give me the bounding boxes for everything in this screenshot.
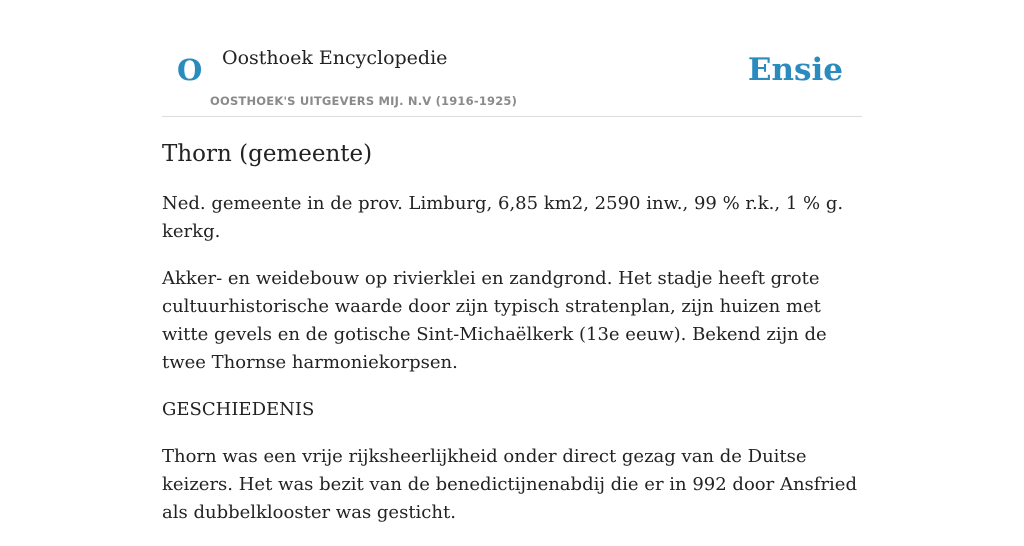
section-heading: GESCHIEDENIS [162,399,315,420]
publisher-line: OOSTHOEK'S UITGEVERS MIJ. N.V (1916-1925) [210,94,518,108]
site-title[interactable]: Oosthoek Encyclopedie [222,47,448,69]
article-paragraph: Ned. gemeente in de prov. Limburg, 6,85 km2, 2590 inw., 99 % r.k., 1 % g. kerkg. [162,193,844,242]
article-title: Thorn (gemeente) [162,141,373,167]
article-content [162,138,862,546]
article-paragraph: Akker- en weidebouw op rivierklei en zandgrond. Het stadje heeft grote cultuurhistorische waarde door zijn typisch stratenplan, zijn huizen met witte gevels en de gotische Sint-Michaëlkerk (13e eeuw). Bekend zijn de twee Thornse harmoniekorpsen. [162,268,827,373]
site-logo[interactable]: O [177,53,203,87]
site-header [162,0,862,117]
article-paragraph: Thorn was een vrije rijksheerlijkheid onder direct gezag van de Duitse keizers. Het was bezit van de benedictijnenabdij die er in 992 door Ansfried als dubbelklooster was gesticht. [162,446,857,523]
brand-logo[interactable]: Ensie [747,52,843,88]
